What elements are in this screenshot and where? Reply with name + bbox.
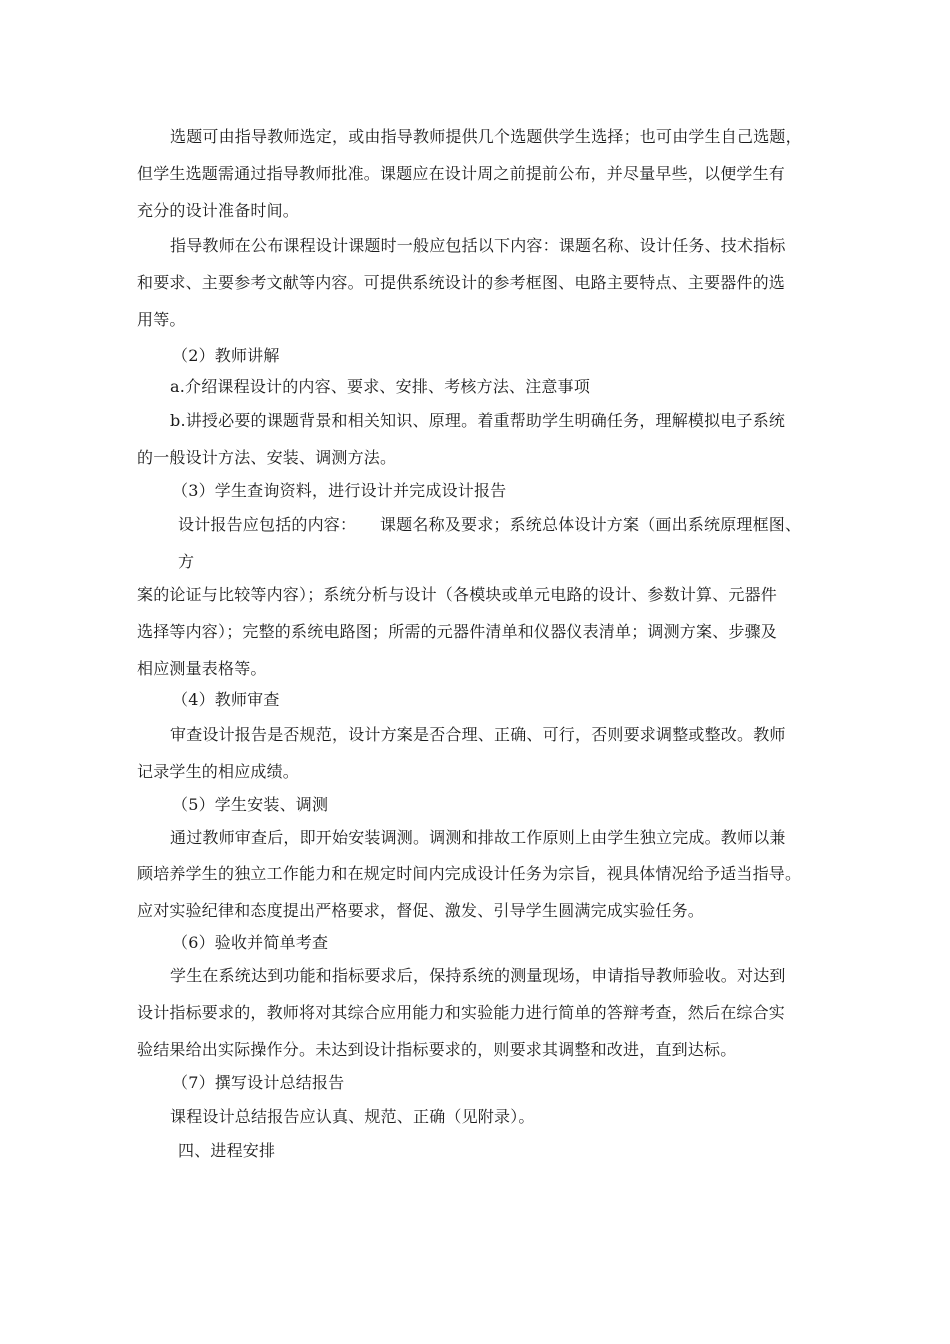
paragraph-line: 方 xyxy=(178,552,195,571)
paragraph-line: 案的论证与比较等内容）；系统分析与设计（各模块或单元电路的设计、参数计算、元器件 xyxy=(137,585,778,604)
paragraph-line: 相应测量表格等。 xyxy=(137,659,267,678)
paragraph-line: 和要求、主要参考文献等内容。可提供系统设计的参考框图、电路主要特点、主要器件的选 xyxy=(137,273,786,292)
paragraph-line: 设计指标要求的，教师将对其综合应用能力和实验能力进行简单的答辩考查，然后在综合实 xyxy=(137,1003,786,1022)
paragraph-line: 应对实验纪律和态度提出严格要求，督促、激发、引导学生圆满完成实验任务。 xyxy=(137,901,705,920)
paragraph-line: 审查设计报告是否规范，设计方案是否合理、正确、可行，否则要求调整或整改。教师 xyxy=(170,725,786,744)
paragraph-line: 选题可由指导教师选定，或由指导教师提供几个选题供学生选择；也可由学生自己选题， xyxy=(170,127,802,146)
paragraph-line: 课程设计总结报告应认真、规范、正确（见附录）。 xyxy=(170,1107,535,1126)
section-heading: （5）学生安装、调测 xyxy=(172,795,329,814)
paragraph-line: 但学生选题需通过指导教师批准。课题应在设计周之前提前公布，并尽量早些，以便学生有 xyxy=(137,164,786,183)
section-heading: （7）撰写设计总结报告 xyxy=(172,1073,345,1092)
section-heading: （4）教师审查 xyxy=(172,690,280,709)
section-heading: （3）学生查询资料，进行设计并完成设计报告 xyxy=(172,481,507,500)
paragraph-line: 用等。 xyxy=(137,310,186,329)
paragraph-line: 顾培养学生的独立工作能力和在规定时间内完成设计任务为宗旨，视具体情况给予适当指导。 xyxy=(137,864,802,883)
paragraph-line: 充分的设计准备时间。 xyxy=(137,201,300,220)
paragraph-line: 的一般设计方法、安装、调测方法。 xyxy=(137,448,397,467)
section-heading: （2）教师讲解 xyxy=(172,346,280,365)
paragraph-line: 通过教师审查后，即开始安装调测。调测和排故工作原则上由学生独立完成。教师以兼 xyxy=(170,828,786,847)
paragraph-line: 指导教师在公布课程设计课题时一般应包括以下内容：课题名称、设计任务、技术指标 xyxy=(170,236,786,255)
paragraph-line: 记录学生的相应成绩。 xyxy=(137,762,300,781)
paragraph-line: 选择等内容）；完整的系统电路图；所需的元器件清单和仪器仪表清单；调测方案、步骤及 xyxy=(137,622,778,641)
chapter-heading: 四、进程安排 xyxy=(178,1141,276,1160)
paragraph-line: 课题名称及要求；系统总体设计方案（画出系统原理框图、 xyxy=(380,515,802,534)
paragraph-line: 验结果给出实际操作分。未达到设计指标要求的，则要求其调整和改进，直到达标。 xyxy=(137,1040,737,1059)
list-item: b.讲授必要的课题背景和相关知识、原理。着重帮助学生明确任务，理解模拟电子系统 xyxy=(170,411,786,430)
paragraph-line: 设计报告应包括的内容： xyxy=(178,515,357,534)
paragraph-line: 学生在系统达到功能和指标要求后，保持系统的测量现场，申请指导教师验收。对达到 xyxy=(170,966,786,985)
list-item: a.介绍课程设计的内容、要求、安排、考核方法、注意事项 xyxy=(170,377,591,396)
section-heading: （6）验收并简单考查 xyxy=(172,933,329,952)
